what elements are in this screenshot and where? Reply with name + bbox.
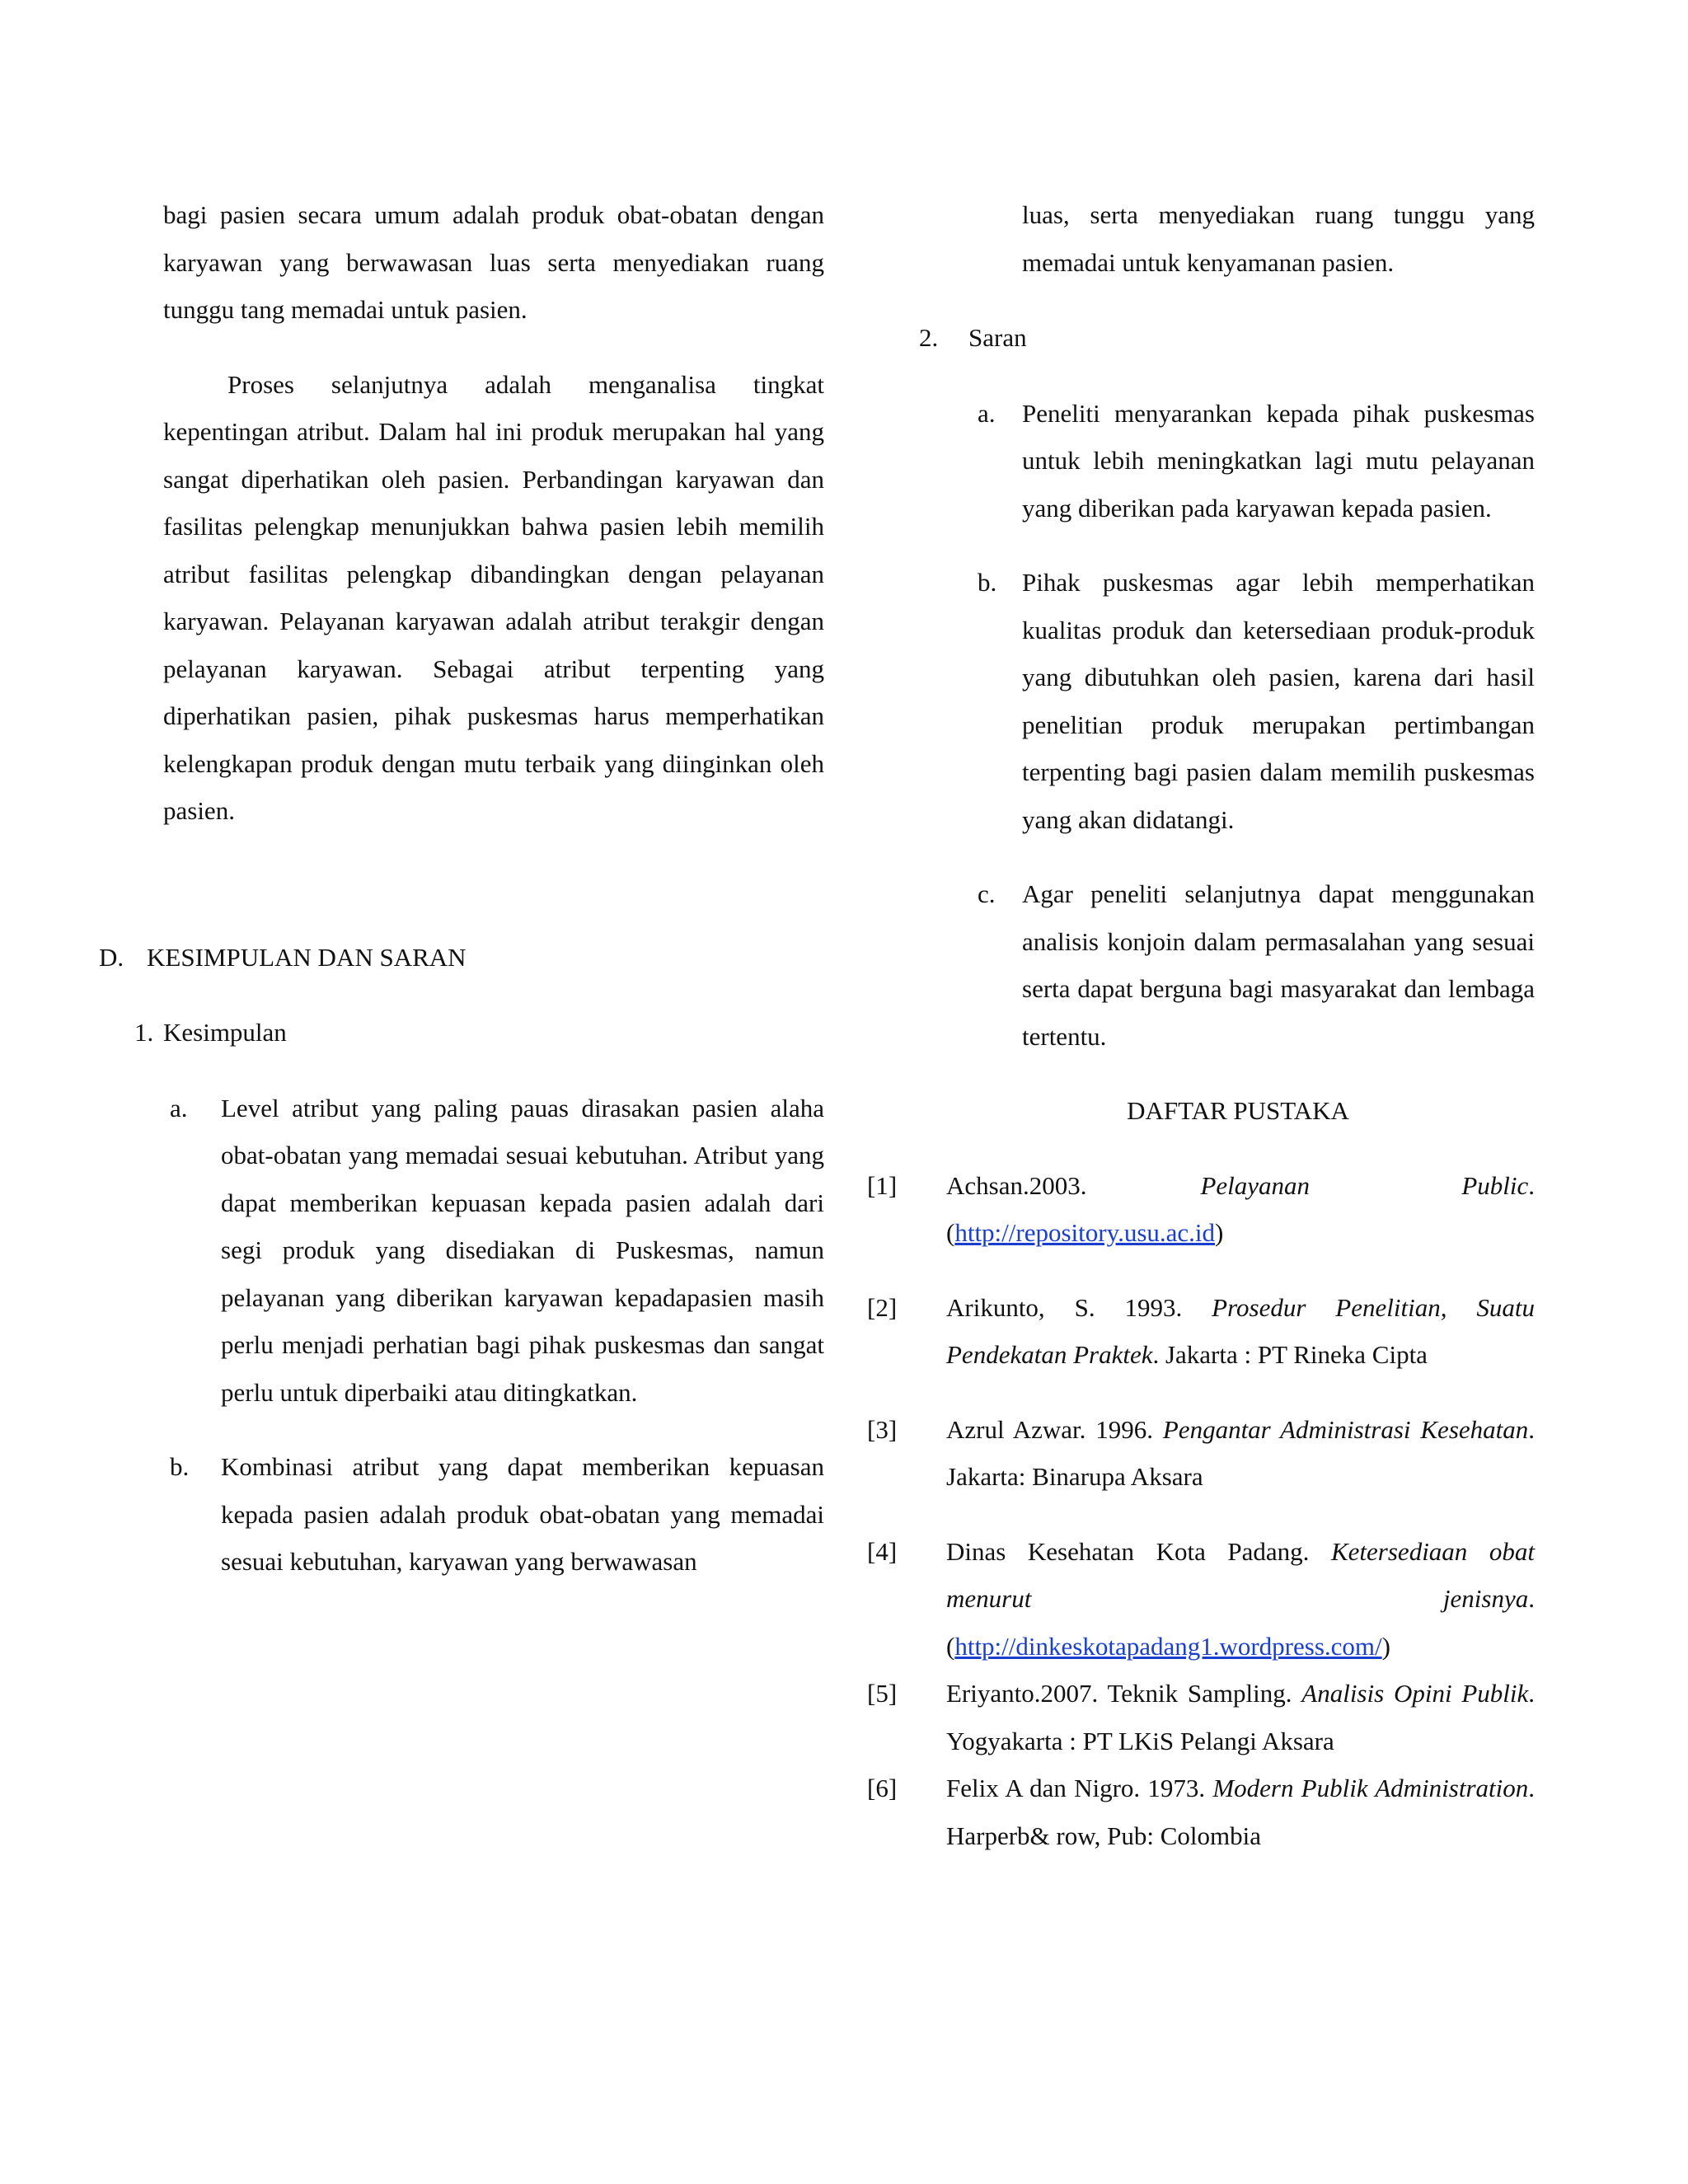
reference-number: [1] — [867, 1170, 898, 1200]
reference-link[interactable]: http://dinkeskotapadang1.wordpress.com/ — [954, 1631, 1382, 1661]
reference-number: [2] — [867, 1292, 898, 1322]
reference-text: . ( — [946, 1170, 1535, 1247]
reference-number: [6] — [867, 1774, 898, 1802]
reference-text: . ( — [946, 1584, 1535, 1661]
reference-item — [867, 1670, 1535, 1765]
list-item — [867, 559, 1535, 843]
list-item-text: Pihak puskesmas agar lebih memperhatikan kualitas produk dan ketersediaan produk-produk yang dibutuhkan oleh pasien, karena dari hasil penelitian produk merupakan pertimbangan terpenting bagi pasien dalam memilih puskesmas yang akan didatangi. — [1022, 568, 1535, 834]
subsection-title: Saran — [968, 323, 1027, 352]
reference-text: Eriyanto.2007. Teknik Sampling. — [946, 1679, 1302, 1708]
list-item-text: Level atribut yang paling pauas dirasakan pasien alaha obat-obatan yang memadai sesuai kebutuhan. Atribut yang dapat memberikan kepuasan kepada pasien adalah dari segi produk yang disediakan di Puskesmas, namun pelayanan yang diberikan karyawan kepadapasien masih perlu menjadi perhatian bagi pihak puskesmas dan sangat perlu untuk diperbaiki atau ditingkatkan. — [221, 1093, 824, 1407]
reference-text: . Harperb& row, Pub: Colombia — [946, 1774, 1535, 1850]
paragraph-1: bagi pasien secara umum adalah produk obat-obatan dengan karyawan yang berwawasan luas serta menyediakan ruang tunggu tang memadai untuk pasien. — [163, 200, 824, 324]
reference-italic: Pelayanan Public — [1200, 1170, 1529, 1200]
list-item — [867, 870, 1535, 1060]
reference-number: [3] — [867, 1414, 898, 1444]
reference-number: [5] — [867, 1679, 898, 1708]
list-marker: c. — [978, 879, 996, 908]
subsection-marker: 2. — [919, 323, 939, 352]
section-heading — [99, 934, 824, 982]
subsection-saran — [919, 314, 1535, 362]
reference-italic: Analisis Opini Publik — [1301, 1679, 1529, 1708]
reference-item — [867, 1528, 1535, 1671]
reference-text: ) — [1381, 1631, 1390, 1661]
reference-italic: Pengantar Administrasi Kesehatan — [1162, 1414, 1529, 1444]
reference-text: ) — [1215, 1218, 1224, 1247]
left-column — [99, 191, 824, 1586]
paragraph-2: Proses selanjutnya adalah menganalisa tingkat kepentingan atribut. Dalam hal ini produk merupakan hal yang sangat diperhatikan oleh pasien. Perbandingan karyawan dan fasilitas pelengkap menunjukkan bahwa pasien lebih memilih atribut fasilitas pelengkap dibandingkan dengan pelayanan karyawan. Pelayanan karyawan adalah atribut terakgir dengan pelayanan karyawan. Sebagai atribut terpenting yang diperhatikan pasien, pihak puskesmas harus memperhatikan kelengkapan produk dengan mutu terbaik yang diinginkan oleh pasien. — [163, 369, 824, 825]
reference-link[interactable]: http://repository.usu.ac.id — [954, 1218, 1216, 1247]
reference-text: . Yogyakarta : PT LKiS Pelangi Aksara — [946, 1679, 1536, 1755]
list-item — [163, 1443, 824, 1586]
reference-item — [867, 1765, 1535, 1859]
subsection-kesimpulan — [134, 1009, 824, 1057]
list-item-text: Kombinasi atribut yang dapat memberikan kepuasan kepada pasien adalah produk obat-obatan yang memadai sesuai kebutuhan, karyawan yang berwawasan — [221, 1452, 824, 1576]
subsection-title: Kesimpulan — [163, 1018, 287, 1047]
reference-item — [867, 1406, 1535, 1501]
list-item — [163, 1085, 824, 1417]
reference-text: Dinas Kesehatan Kota Padang. — [946, 1536, 1331, 1566]
reference-italic: Ketersediaan obat menurut jenisnya — [946, 1536, 1535, 1613]
reference-text: Achsan.2003. — [946, 1170, 1087, 1200]
subsection-marker: 1. — [134, 1018, 154, 1047]
reference-item — [867, 1284, 1535, 1379]
right-column — [867, 191, 1535, 1859]
section-marker: D. — [99, 942, 124, 972]
reference-italic: Prosedur Penelitian, Suatu Pendekatan Praktek — [946, 1292, 1535, 1369]
reference-text: . Jakarta: Binarupa Aksara — [946, 1414, 1536, 1491]
reference-item — [867, 1162, 1535, 1257]
list-item-text: Peneliti menyarankan kepada pihak puskesmas untuk lebih meningkatkan lagi mutu pelayanan yang diberikan pada karyawan kepada pasien. — [1022, 398, 1535, 523]
continuation-paragraph: luas, serta menyediakan ruang tunggu yang memadai untuk kenyamanan pasien. — [1022, 200, 1535, 277]
list-item-text: Agar peneliti selanjutnya dapat menggunakan analisis konjoin dalam permasalahan yang sesuai serta dapat berguna bagi masyarakat dan lembaga tertentu. — [1022, 879, 1535, 1051]
references-title: DAFTAR PUSTAKA — [1127, 1096, 1349, 1125]
reference-text: Azrul Azwar. 1996. — [946, 1414, 1163, 1444]
list-marker: b. — [170, 1452, 190, 1481]
reference-text: . Jakarta : PT Rineka Cipta — [1152, 1340, 1428, 1369]
list-marker: a. — [978, 398, 996, 428]
section-title: KESIMPULAN DAN SARAN — [147, 942, 467, 972]
reference-text: Arikunto, S. 1993. — [946, 1292, 1212, 1322]
list-marker: b. — [978, 568, 997, 597]
reference-number: [4] — [867, 1536, 898, 1566]
reference-italic: Modern Publik Administration — [1212, 1774, 1529, 1802]
reference-text: Felix A dan Nigro. 1973. — [946, 1774, 1213, 1802]
list-marker: a. — [170, 1093, 188, 1122]
list-item — [867, 390, 1535, 532]
